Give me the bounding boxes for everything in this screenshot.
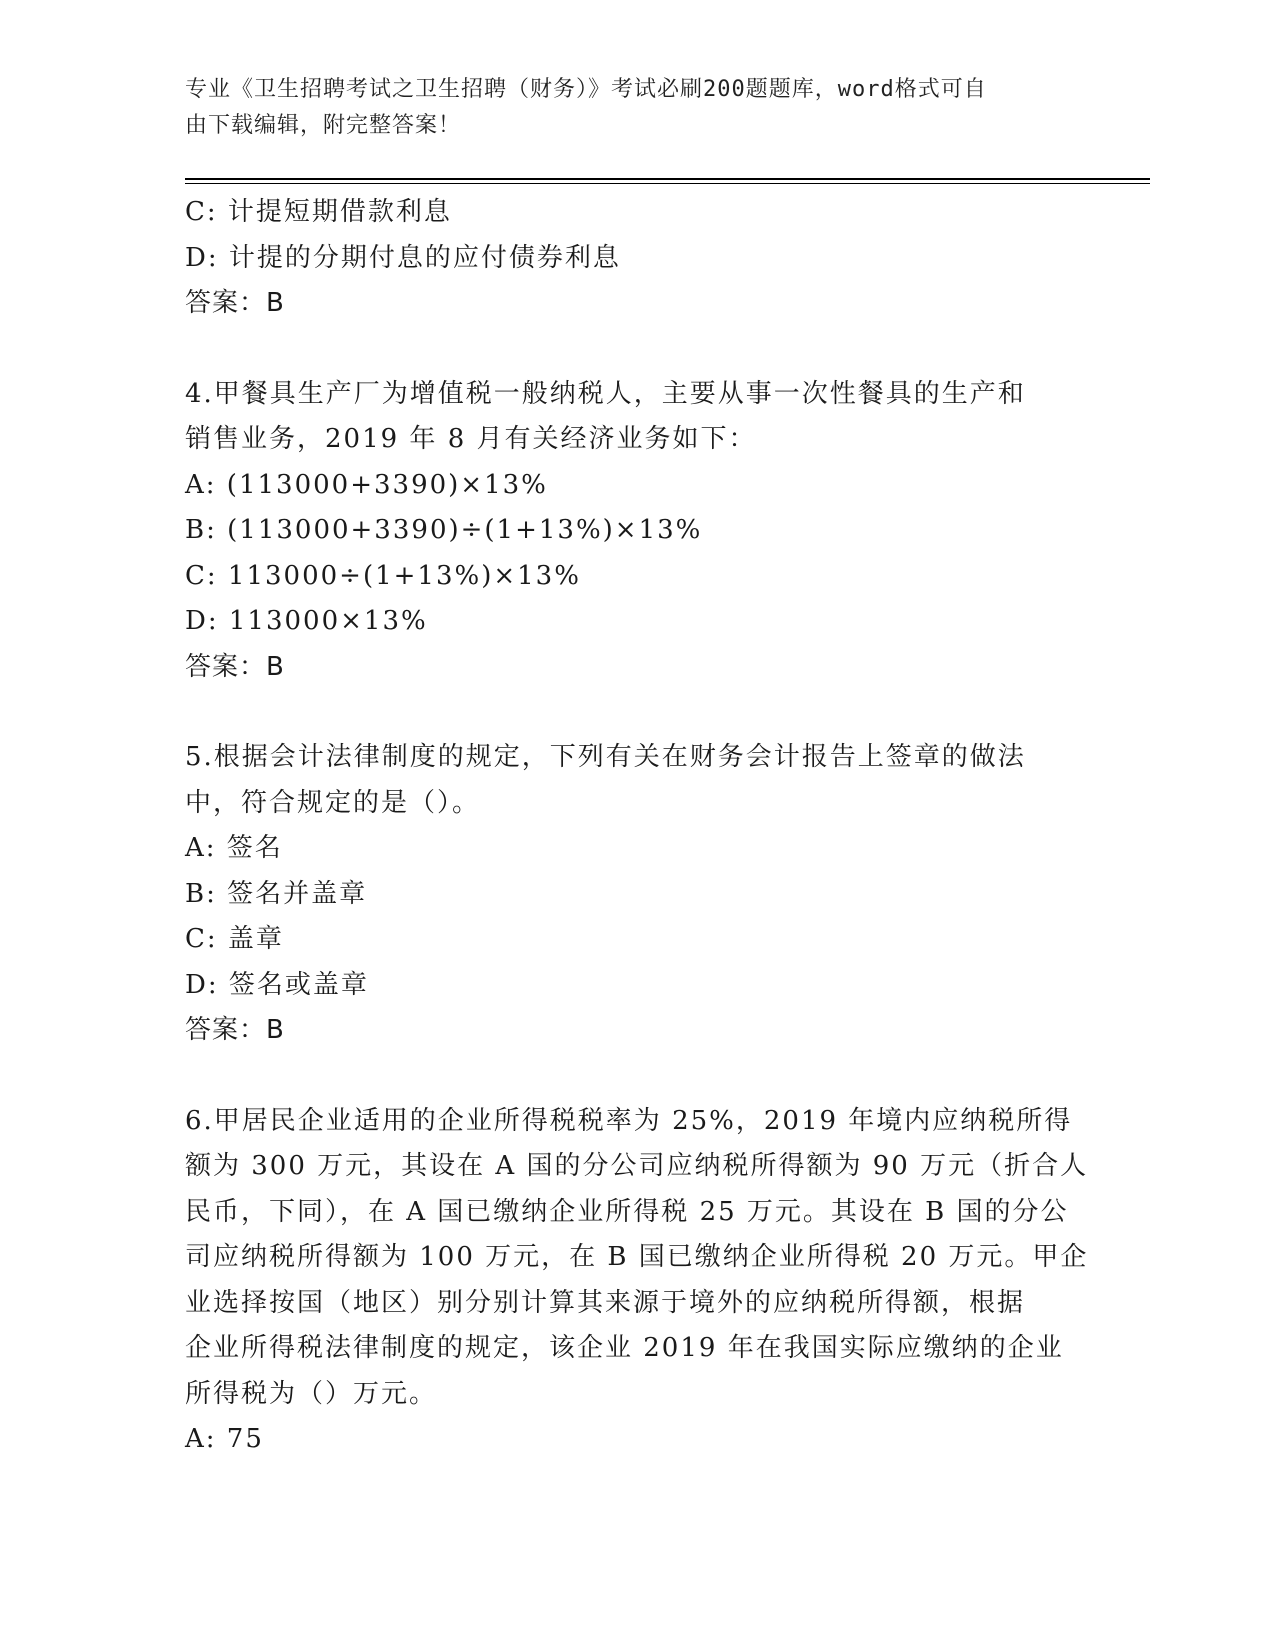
question-block-continued — [185, 190, 1065, 327]
option-b: B: (113000+3390)÷(1+13%)×13% — [185, 515, 703, 545]
question-4 — [185, 372, 1065, 691]
stem-line: 4.甲餐具生产厂为增值税一般纳税人，主要从事一次性餐具的生产和 — [185, 378, 1026, 409]
option-c: C: 113000÷(1+13%)×13% — [185, 560, 581, 591]
question-6 — [185, 1099, 1089, 1463]
option-a: A: 75 — [185, 1424, 264, 1454]
header-divider-thin — [185, 183, 1150, 184]
answer-line: 答案：B — [185, 1015, 285, 1045]
stem-line: 额为 300 万元，其设在 A 国的分公司应纳税所得额为 90 万元（折合人 — [185, 1151, 1089, 1181]
option-d: D: 签名或盖章 — [185, 969, 369, 1000]
option-a: A: (113000+3390)×13% — [185, 469, 548, 500]
option-d: D: 113000×13% — [185, 606, 428, 636]
stem-line: 民币，下同），在 A 国已缴纳企业所得税 25 万元。其设在 B 国的分公 — [185, 1196, 1069, 1227]
question-stem — [185, 1099, 1089, 1418]
stem-line: 中，符合规定的是（）。 — [185, 787, 481, 818]
stem-line: 所得税为（）万元。 — [185, 1378, 438, 1409]
stem-line: 销售业务，2019 年 8 月有关经济业务如下： — [185, 424, 757, 454]
stem-line: 6.甲居民企业适用的企业所得税税率为 25%，2019 年境内应纳税所得 — [185, 1105, 1073, 1136]
header-line: 由下载编辑，附完整答案！ — [185, 113, 462, 138]
header-line: 专业《卫生招聘考试之卫生招聘（财务）》考试必刷200题题库，word格式可自 — [185, 77, 987, 102]
stem-line: 5.根据会计法律制度的规定，下列有关在财务会计报告上签章的做法 — [185, 742, 1026, 772]
document-header — [185, 72, 1065, 144]
header-divider — [185, 178, 1150, 180]
stem-line: 业选择按国（地区）别分别计算其来源于境外的应纳税所得额，根据 — [185, 1287, 1026, 1318]
question-stem — [185, 735, 1065, 826]
option-d: D: 计提的分期付息的应付债券利息 — [185, 242, 621, 273]
document-body — [185, 190, 1089, 1463]
option-a: A: 签名 — [185, 833, 283, 863]
question-5 — [185, 735, 1065, 1054]
option-c: C: 计提短期借款利息 — [185, 197, 452, 227]
option-b: B: 签名并盖章 — [185, 878, 368, 909]
stem-line: 司应纳税所得额为 100 万元，在 B 国已缴纳企业所得税 20 万元。甲企 — [185, 1242, 1089, 1272]
answer-line: 答案：B — [185, 288, 285, 318]
option-c: C: 盖章 — [185, 924, 284, 954]
stem-line: 企业所得税法律制度的规定，该企业 2019 年在我国实际应缴纳的企业 — [185, 1333, 1064, 1363]
question-stem — [185, 372, 1065, 463]
answer-line: 答案：B — [185, 651, 285, 682]
